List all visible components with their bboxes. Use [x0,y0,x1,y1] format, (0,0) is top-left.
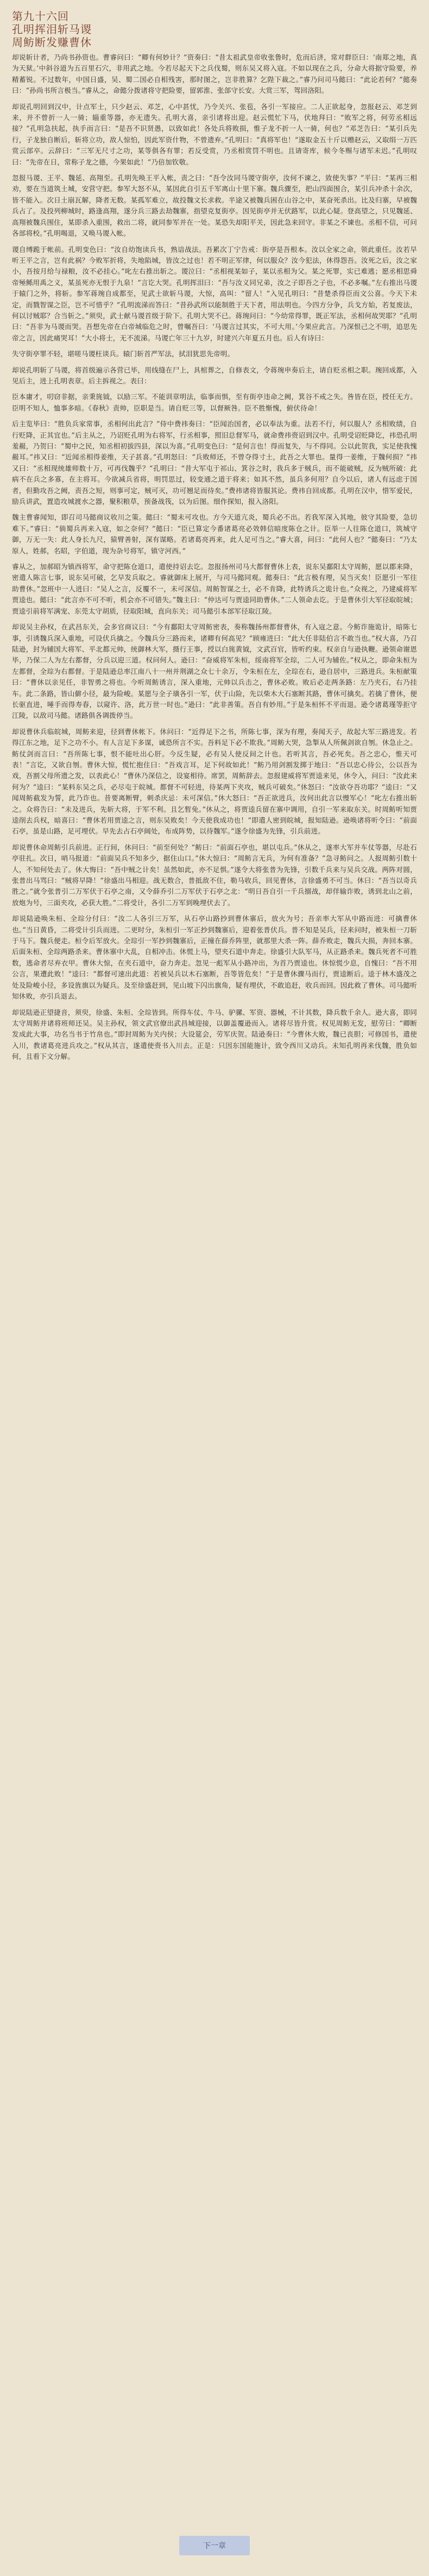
paragraph: 却说曹休兵临皖城，周鲂来迎，径到曹休帐下。休问曰：“近得足下之书，所陈七事，深为有理，奏闻天子，故起大军三路进发。若得江东之地，足下之功不小。有人言足下多谋，诚恐所言不实。吾料足下必不欺我。”周鲂大哭，急掣从人所佩剑欲自刎。休急止之。鲂仗剑而言曰：“吾所陈七事，恨不能吐出心肝。今反生疑，必有吴人使反间之计也。若听其言，吾必死矣。吾之忠心，惟天可表！”言讫，又欲自刎。曹休大惊，慌忙抱住曰：“吾戏言耳，足下何故如此！”鲂乃用剑割发掷于地曰：“吾以忠心待公，公以吾为戏，吾割父母所遗之发，以表此心！”曹休乃深信之，设宴相待。席罢，周鲂辞去。忽报建威将军贾逵来见，休令入，问曰：“汝此来何为？”逵曰：“某料东吴之兵，必尽屯于皖城。都督不可轻进，待某两下夹攻，贼兵可破矣。”休怒曰：“汝欲夺吾功耶？”逵曰：“又闻周鲂截发为誓，此乃诈也。昔要离断臂，刺杀庆忌：未可深信。”休大怒曰：“吾正欲进兵，汝何出此言以慢军心！”叱左右推出斩之。众将告曰：“未及进兵，先斩大将，于军不利。且乞暂免。”休从之，将贾逵兵留在寨中调用，自引一军来取东关。时周鲂听知贾逵削去兵权，暗喜曰：“曹休若用贾逵之言，则东吴败矣！今天使我成功也！”即遣人密到皖城，报知陆逊。逊唤诸将听令曰：“前面石亭，虽是山路，足可埋伏。早先去占石亭阔处，布成阵势，以待魏军。”遂令徐盛为先锋，引兵前进。 [12,727,417,836]
paragraph: 却说孔明回到汉中，计点军士，只少赵云、邓芝，心中甚忧，乃令关兴、张苞，各引一军接应。二人正欲起身，忽报赵云、邓芝到来，并不曾折一人一骑；辎重等器，亦无遗失。孔明大喜，亲引诸将出迎。赵云慌忙下马，伏地拜曰：“败军之将，何劳丞相远接？”孔明急扶起，执手而言曰：“是吾不识贤愚，以致如此！各处兵将败损，惟子龙不折一人一骑，何也？”邓芝告曰：“某引兵先行，子龙独自断后，斩将立功，敌人惊怕，因此军资什物，不曾遗弃。”孔明曰：“真将军也！”遂取金五十斤以赠赵云，又取绢一万匹赏云部卒。云辞曰：“三军无尺寸之功，某等俱各有罪；若反受赏，乃丞相赏罚不明也。且请寄库，候今冬赐与诸军未迟。”孔明叹曰：“先帝在日，常称子龙之德，今果如此！”乃倍加钦敬。 [12,102,417,166]
paragraph: 忽报马谡、王平、魏延、高翔至。孔明先唤王平入帐，责之曰：“吾令汝同马谡守街亭，汝何不谏之，致使失事？”平曰：“某再三相劝，要在当道筑土城，安营守把。参军大怒不从，某因此自引五千军离山十里下寨。魏兵骤至，把山四面围合，某引兵冲杀十余次，皆不能入。次日土崩瓦解，降者无数。某孤军难立，故投魏文长求救。半途又被魏兵困在山谷之中，某奋死杀出。比及归寨，早被魏兵占了。及投列柳城时，路逢高翔，遂分兵三路去劫魏寨，指望克复街亭。因见街亭并无伏路军，以此心疑。登高望之，只见魏延、高翔被魏兵围住，某即杀入重围，救出二将，就同参军并在一处。某恐失却阳平关，因此急来回守。非某之不谏也。丞相不信，可问各部将校。”孔明喝退，又唤马谡入帐。 [12,174,417,238]
paragraph: 魏主曹睿闻知，即召司马懿商议收川之策。懿曰：“蜀未可攻也。方今天道亢炎，蜀兵必不出。若我军深入其地，彼守其险要，急切难下。”睿曰：“倘蜀兵再来入寇，如之奈何？”懿曰：“臣已算定今番诸葛亮必效韩信暗度陈仓之计。臣举一人往陈仓道口，筑城守御，万无一失：此人身长九尺，猿臂善射，深有谋略。若诸葛亮再来，此人足可当之。”睿大喜，问曰：“此何人也？”懿奏曰：“乃太原人，姓郝，名昭，字伯道，现为杂号将军，镇守河西。” [12,513,417,555]
next-chapter-button[interactable]: 下一章 [179,2536,250,2555]
chapter-number: 第九十六回 [12,10,69,23]
memorial-text: 臣本庸才，叨窃非据，亲秉旄钺，以励三军。不能训章明法，临事而惧，至有街亭违命之阙，箕谷不戒之失。咎皆在臣，授任无方。臣明不知人，恤事多暗。《春秋》责帅，臣职是当。请自贬三等，以督厥咎。臣不胜惭愧，俯伏待命！ [12,393,417,412]
paragraph: 却说斩计者，乃尚书孙资也。曹睿问曰：“卿有何妙计？”资奏曰：“昔太祖武皇帝收张鲁时，危而后济，常对群臣曰：‘南郑之地，真为天狱。’中斜谷道为五百里石穴，非用武之地。今若尽起天下之兵伐蜀，则东吴又将入寇。不如以现在之兵，分命大将据守险要，养精蓄锐。不过数年，中国日盛，吴、蜀二国必自相残害，那时图之，岂非胜算？乞陛下裁之。”睿乃问司马懿曰：“此论若何？”懿奏曰：“孙尚书所言极当。”睿从之，命懿分拨诸将守把险要，留郭淮、张郃守长安。大赏三军，驾回洛阳。 [12,53,417,95]
chapter-title-line-1: 孔明挥泪斩马谡 [12,23,92,36]
paragraph: 却说孔明斩了马谡，将首级遍示各营已毕，用线缝在尸上，具棺葬之，自修表文，令蒋琬申奏后主，请自贬丞相之职。琬回成都，入见后主，进上孔明表章。后主拆视之。表曰： [12,365,417,385]
paragraph: 睿从之，加郝昭为镇西将军，命守把陈仓道口，遣使持诏去讫。忽报扬州司马大都督曹休上表，说东吴鄱阳太守周鲂，愿以郡来降，密遣人陈言七事，说东吴可破，乞早发兵取之。睿就御床上展开，与司马懿同观。懿奏曰：“此言极有理，吴当灭矣！臣愿引一军往助曹休。”忽班中一人进曰：“吴人之言，反覆不一，未可深信。周鲂智谋之士，必不肯降，此特诱兵之诡计也。”众视之，乃建威将军贾逵也。懿曰：“此言亦不可不听，机会亦不可错失。”魏主曰：“仲达可与贾逵同助曹休。”二人领命去讫。于是曹休引大军径取皖城；贾逵引前将军满宠、东莞太守胡质，径取阳城，直向东关；司马懿引本部军径取江陵。 [12,563,417,615]
paragraph: 却说曹休命周鲂引兵前进。正行间，休问曰：“前至何处？”鲂曰：“前面石亭也，堪以屯兵。”休从之，遂率大军并车仗等器，尽赴石亭驻扎。次日，哨马报道：“前面吴兵不知多少，据住山口。”休大惊曰：“周鲂言无兵，为何有准备？”急寻鲂问之。人报周鲂引数十人，不知何处去了。休大悔曰：“吾中贼之计矣！虽然如此，亦不足惧。”遂令大将张普为先锋，引数千兵来与吴兵交战。两阵对圆，张普出马骂曰：“贼将早降！”徐盛出马相迎。战无数合，普抵敌不住，勒马收兵，回见曹休，言徐盛勇不可当。休曰：“吾当以奇兵胜之。”就令张普引二万军伏于石亭之南，又令薛乔引二万军伏于石亭之北：“明日吾自引一千兵搦战，却佯输诈败，诱到北山之前，放炮为号，三面夹攻，必获大胜。”二将受计，各引二万军到晚埋伏去了。 [12,843,417,907]
chapter-header [12,0,417,52]
paragraph: 却说吴主孙权，在武昌东关，会多官商议曰：“今有鄱阳太守周鲂密表，奏称魏扬州都督曹休，有入寇之意。今鲂诈施诡计，暗陈七事，引诱魏兵深入重地，可设伏兵擒之。今魏兵分三路而来，诸卿有何高见？”顾雍进曰：“此大任非陆伯言不敢当也。”权大喜，乃召陆逊，封为辅国大将军、平北都元帅，统御林大军，摄行王事，授以白旄黄钺，文武百官，皆听约束。权亲自与逊执鞭。逊领命谢恩毕，乃保二人为左右都督，分兵以迎三道。权问何人。逊曰：“奋威将军朱桓，绥南将军全琮，二人可为辅佐。”权从之，即命朱桓为左都督，全琮为右都督。于是陆逊总率江南八十一州并荆湖之众七十余万，令朱桓在左，全琮在右，逊自居中，三路进兵。朱桓献策曰：“曹休以亲见任，非智勇之将也。今听周鲂诱言，深入重地，元帅以兵击之，曹休必败。败后必走两条路：左乃夹石，右乃挂车。此二条路，皆山僻小径，最为险峻。某愿与全子璜各引一军，伏于山险，先以柴木大石塞断其路，曹休可擒矣。若擒了曹休，便长驱直进，唾手而得寿春，以窥许、洛，此万世一时也。”逊曰：“此非善策。吾自有妙用。”于是朱桓怀不平而退。逊令诸葛瑾等拒守江陵，以敌司马懿。诸路俱各调拨停当。 [12,623,417,720]
paragraph: 谡自缚跪于帐前。孔明变色曰：“汝自幼饱读兵书，熟谙战法。吾累次丁宁告戒：街亭是吾根本。汝以全家之命，领此重任。汝若早听王平之言，岂有此祸？今败军折将，失地陷城，皆汝之过也！若不明正军律，何以服众？汝今犯法，休得怨吾。汝死之后，汝之家小，吾按月给与禄粮，汝不必挂心。”叱左右推出斩之。谡泣曰：“丞相视某如子，某以丞相为父。某之死罪，实已难逃；愿丞相思舜帝殛鲧用禹之义，某虽死亦无恨于九泉！”言讫大哭。孔明挥泪曰：“吾与汝义同兄弟，汝之子即吾之子也，不必多嘱。”左右推出马谡于辕门之外，将斩。参军蒋琬自成都至，见武士欲斩马谡，大惊，高叫：“留人！”入见孔明曰：“昔楚杀得臣而文公喜。今天下未定，而戮智谋之臣，岂不可惜乎？”孔明流涕而答曰：“昔孙武所以能制胜于天下者，用法明也。今四方分争，兵戈方始，若复废法，何以讨贼耶？合当斩之。”须臾，武士献马谡首级于阶下。孔明大哭不已。蒋琬问曰：“今幼常得罪，既正军法，丞相何故哭耶？”孔明曰：“吾非为马谡而哭。吾想先帝在白帝城临危之时，曾嘱吾曰：‘马谡言过其实，不可大用。’今果应此言。乃深恨己之不明，追思先帝之言，因此痛哭耳！”大小将士，无不流涕。马谡亡年三十九岁，时建兴六年夏五月也。后人有诗曰： [12,245,417,342]
chapter-body [12,52,417,1063]
paragraph: 却说陆逊唤朱桓、全琮分付曰：“汝二人各引三万军，从石亭山路抄到曹休寨后，放火为号；吾亲率大军从中路而进：可擒曹休也。”当日黄昏，二将受计引兵而进。二更时分，朱桓引一军正抄到魏寨后，迎着张普伏兵。普不知是吴兵，径来问时，被朱桓一刀斩于马下。魏兵便走。桓令后军放火。全琮引一军抄到魏寨后，正撞在薛乔阵里，就那里大杀一阵。薛乔败走，魏兵大损，奔回本寨。后面朱桓、全琮两路杀来。曹休寨中大乱，自相冲击。休慌上马，望夹石道中奔走。徐盛引大队军马，从正路杀来。魏兵死者不可胜数，逃命者尽弃衣甲。曹休大惊，在夹石道中，奋力奔走。忽见一彪军从小路冲出，为首乃贾逵也。休惊慌少息，自愧曰：“吾不用公言，果遭此败！”逵曰：“都督可速出此道：若被吴兵以木石塞断，吾等皆危矣！”于是曹休骤马而行，贾逵断后。逵于林木盛茂之处及险峻小径，多设旌旗以为疑兵。及至徐盛赶到，见山坡下闪出旗角，疑有埋伏，不敢追赶，收兵而回。因此救了曹休。司马懿听知休败，亦引兵退去。 [12,914,417,1001]
paragraph: 后主览毕曰：“胜负兵家常事，丞相何出此言？”侍中费祎奏曰：“臣闻治国者，必以奉法为重。法若不行，何以服人？丞相败绩，自行贬降，正其宜也。”后主从之，乃诏贬孔明为右将军，行丞相事，照旧总督军马，就命费祎赍诏到汉中。孔明受诏贬降讫，祎恐孔明羞赧，乃贺曰：“蜀中之民，知丞相初拔四县，深以为喜。”孔明变色曰：“是何言也！得而复失，与不得同。公以此贺我，实足使我愧赧耳。”祎又曰：“近闻丞相得姜维，天子甚喜。”孔明怒曰：“兵败师还，不曾夺得寸土，此吾之大罪也。量得一姜维，于魏何损？”祎又曰：“丞相现统雄师数十万，可再伐魏乎？”孔明曰：“昔大军屯于祁山、箕谷之时，我兵多于贼兵，而不能破贼，反为贼所破：此病不在兵之多寡，在主将耳。今欲减兵省将，明罚思过，较变通之道于将来；如其不然，虽兵多何用？自今以后，诸人有远虑于国者，但勤攻吾之阙，责吾之短，则事可定，贼可灭，功可翘足而待矣。”费祎诸将皆服其论。费祎自回成都。孔明在汉中，惜军爱民，励兵讲武，置造攻城渡水之器，聚积粮草，预备战筏，以为后图。细作探知，报入洛阳。 [12,420,417,506]
chapter-title-line-2: 周鲂断发赚曹休 [12,36,92,49]
chapter-nav [0,2536,429,2555]
poem: 失守街亭罪不轻，堪嗟马谡枉谈兵。辕门斩首严军法，拭泪犹思先帝明。 [12,350,235,358]
paragraph: 却说陆逊正望捷音，须臾，徐盛、朱桓、全琮皆到。所得车仗、牛马、驴骡、军资、器械，不计其数，降兵数千余人。逊大喜，即同太守周鲂并诸将班师还吴。吴主孙权，领文武官僚出武昌城迎接，以御盖覆逊而入。诸将尽皆升赏。权见周鲂无发，慰劳曰：“卿断发成此大事，功名当书于竹帛也。”即封周鲂为关内侯；大设筵会，劳军庆贺。陆逊奏曰：“今曹休大败，魏已丧胆；可修国书，遣使入川，教诸葛亮进兵攻之。”权从其言，遂遣使赍书入川去。正是：只因东国能施计，致令西川又动兵。未知孔明再来伐魏，胜负如何，且看下文分解。 [12,1008,417,1061]
